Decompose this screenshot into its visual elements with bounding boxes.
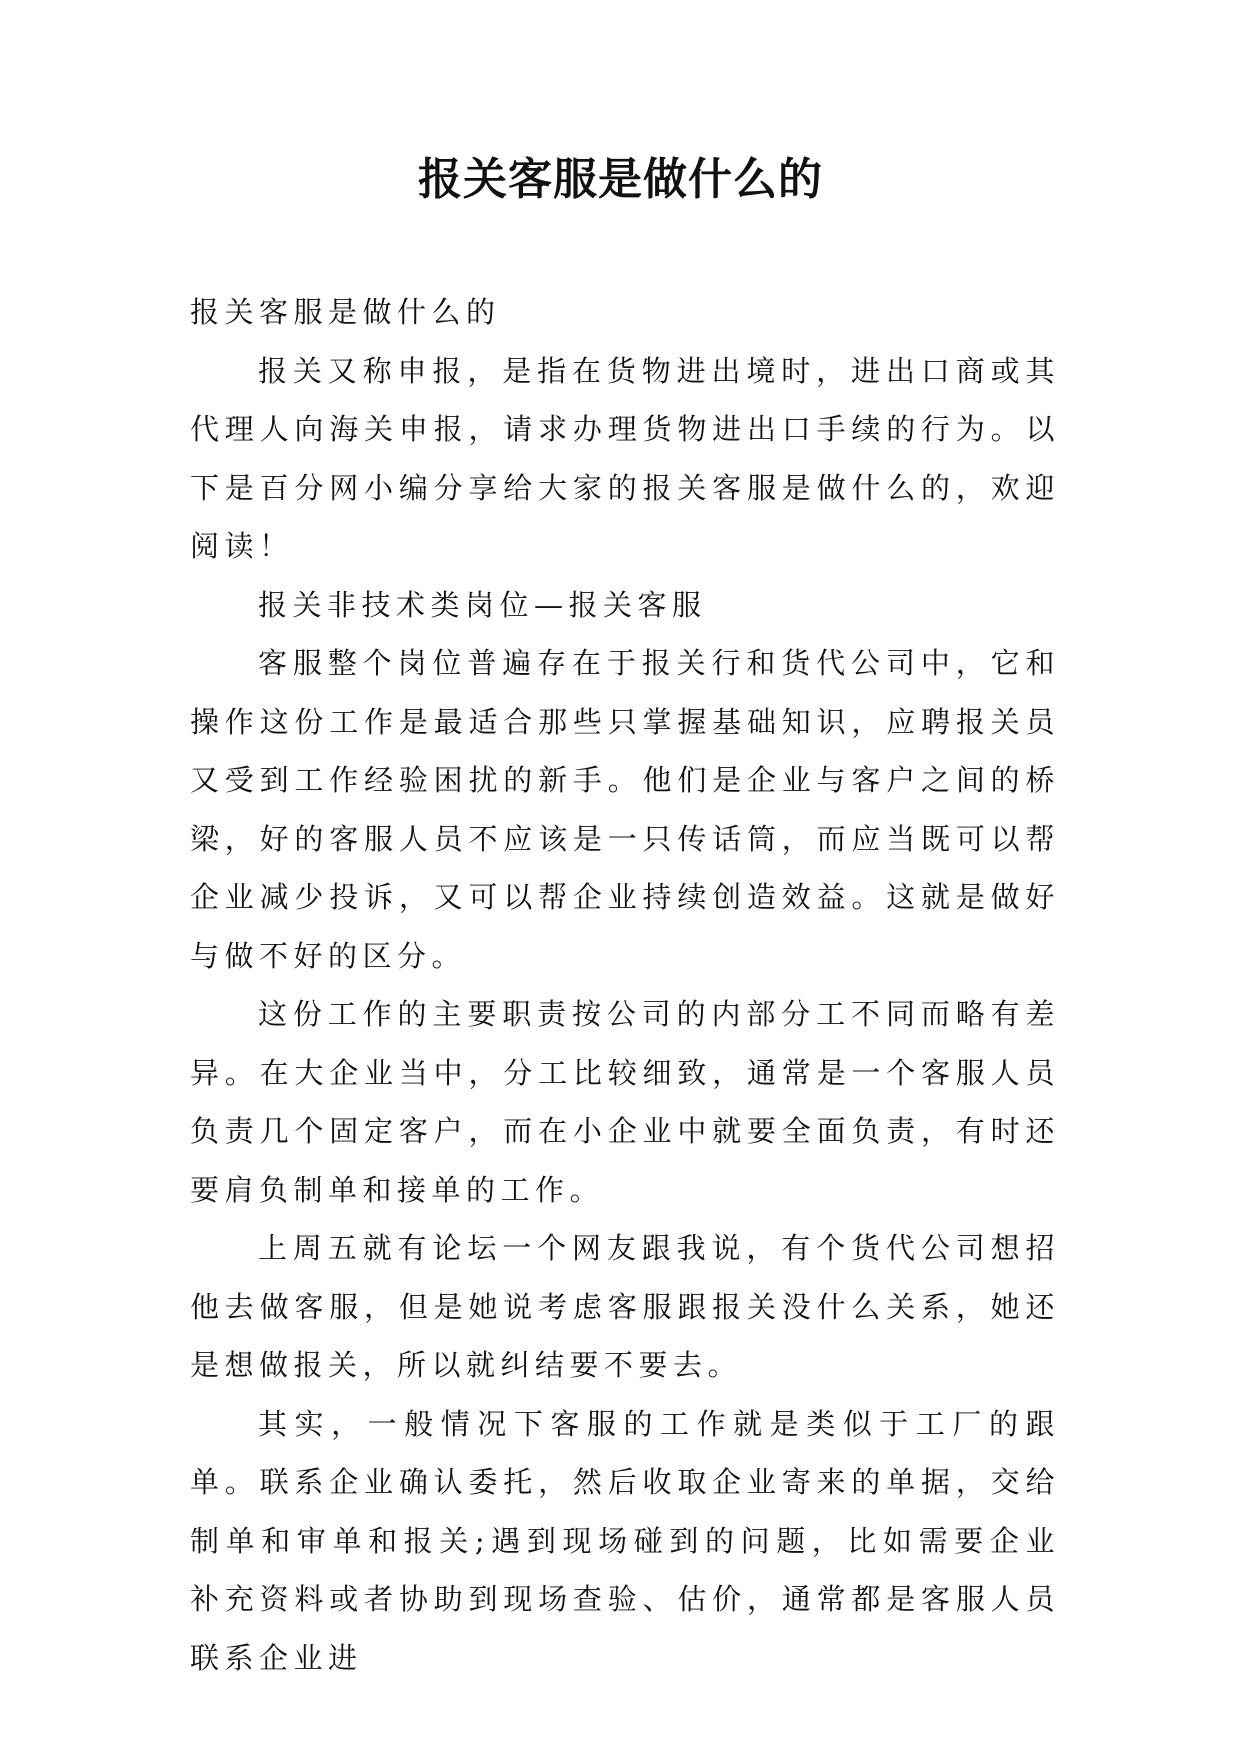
paragraph-role-description: 客服整个岗位普遍存在于报关行和货代公司中，它和操作这份工作是最适合那些只掌握基础知识，应聘报关员又受到工作经验困扰的新手。他们是企业与客户之间的桥梁，好的客服人员不应该是一只传话筒，而应当既可以帮企业减少投诉，又可以帮企业持续创造效益。这就是做好与做不好的区分。 bbox=[190, 646, 1060, 973]
document-title: 报关客服是做什么的 bbox=[418, 154, 823, 205]
paragraph-intro: 报关又称申报，是指在货物进出境时，进出口商或其代理人向海关申报，请求办理货物进出口手续的行为。以下是百分网小编分享给大家的报关客服是做什么的，欢迎阅读！ bbox=[190, 353, 1060, 563]
document-body bbox=[190, 283, 1060, 1687]
paragraph-forum-anecdote: 上周五就有论坛一个网友跟我说，有个货代公司想招他去做客服，但是她说考虑客服跟报关没什么关系，她还是想做报关，所以就纠结要不要去。 bbox=[190, 1231, 1060, 1382]
document-subtitle: 报关客服是做什么的 bbox=[190, 295, 501, 329]
paragraph-heading-role: 报关非技术类岗位—报关客服 bbox=[258, 587, 707, 622]
paragraph-duties: 这份工作的主要职责按公司的内部分工不同而略有差异。在大企业当中，分工比较细致，通常是一个客服人员负责几个固定客户，而在小企业中就要全面负责，有时还要肩负制单和接单的工作。 bbox=[190, 997, 1060, 1207]
paragraph-workflow: 其实，一般情况下客服的工作就是类似于工厂的跟单。联系企业确认委托，然后收取企业寄来的单据，交给制单和审单和报关;遇到现场碰到的问题，比如需要企业补充资料或者协助到现场查验、估价，通常都是客服人员联系企业进 bbox=[190, 1406, 1060, 1675]
